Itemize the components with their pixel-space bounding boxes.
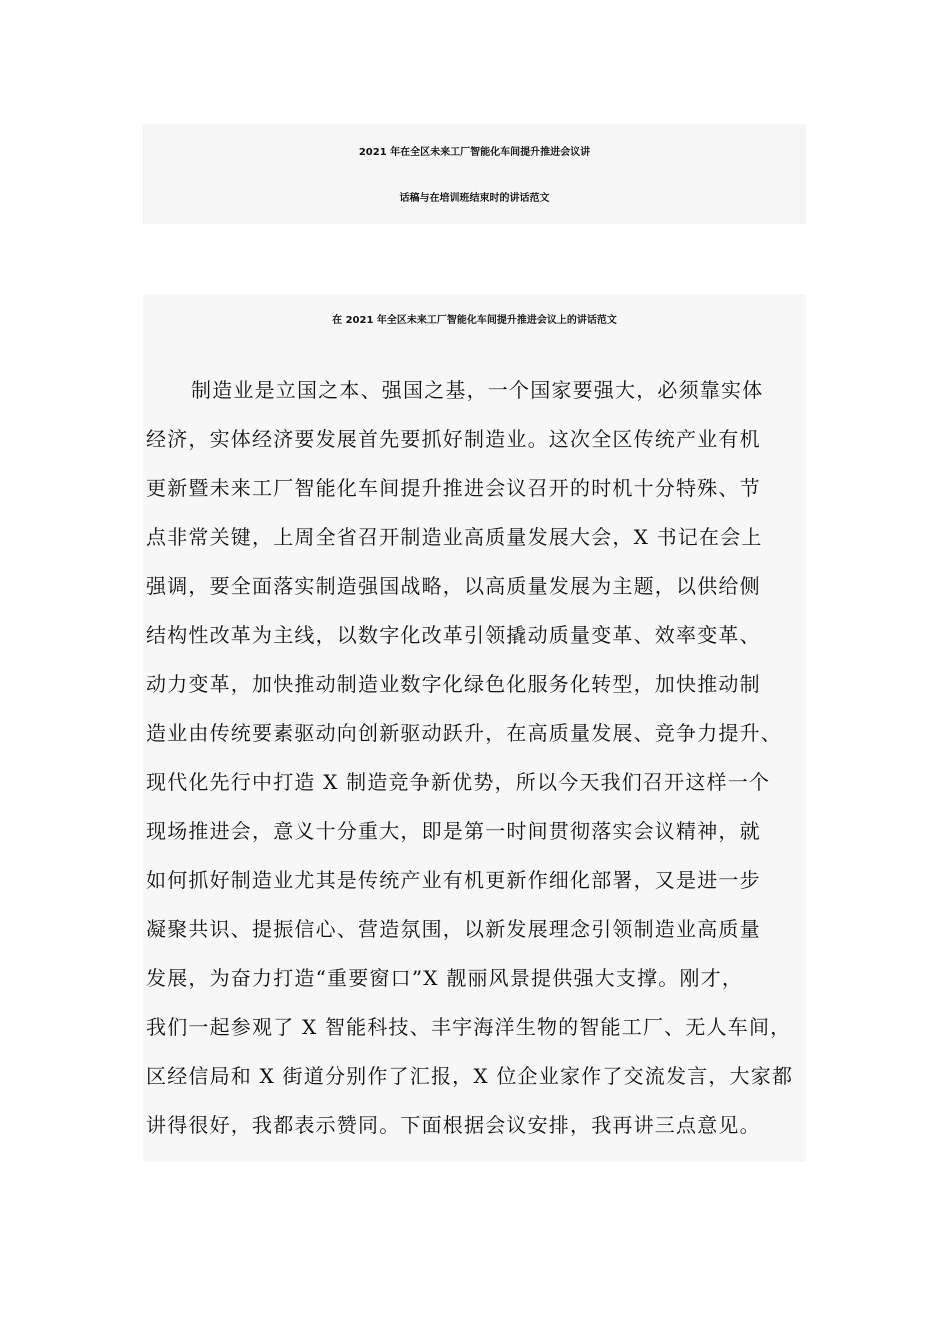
paragraph-line: 凝聚共识、提振信心、营造氛围，以新发展理念引领制造业高质量: [146, 917, 761, 941]
paragraph-line: 经济，实体经济要发展首先要抓好制造业。这次全区传统产业有机: [146, 427, 761, 451]
paragraph-line: 现场推进会，意义十分重大，即是第一时间贯彻落实会议精神，就: [146, 819, 761, 843]
document-title-line-1: 2021 年在全区未来工厂智能化车间提升推进会议讲: [358, 147, 591, 158]
paragraph-line: 区经信局和 X 街道分别作了汇报，X 位企业家作了交流发言，大家都: [146, 1064, 794, 1088]
paragraph-line: 动力变革，加快推动制造业数字化绿色化服务化转型，加快推动制: [146, 672, 761, 696]
document-title-block: [143, 124, 806, 224]
paragraph-line: 强调，要全面落实制造强国战略，以高质量发展为主题，以供给侧: [146, 574, 761, 598]
document-title-line-2: 话稿与在培训班结束时的讲话范文: [399, 193, 550, 204]
paragraph-line: 我们一起参观了 X 智能科技、丰宇海洋生物的智能工厂、无人车间，: [146, 1015, 792, 1039]
paragraph-line: 造业由传统要素驱动向创新驱动跃升，在高质量发展、竞争力提升、: [146, 721, 782, 745]
paragraph-line: 如何抓好制造业尤其是传统产业有机更新作细化部署，又是进一步: [146, 868, 761, 892]
paragraph-line: 更新暨未来工厂智能化车间提升推进会议召开的时机十分特殊、节: [146, 476, 761, 500]
paragraph-line: 现代化先行中打造 X 制造竞争新优势，所以今天我们召开这样一个: [146, 770, 771, 794]
paragraph-line: 发展，为奋力打造“重要窗口”X 靓丽风景提供强大支撑。刚才，: [146, 966, 744, 990]
section-heading: 在 2021 年全区未来工厂智能化车间提升推进会议上的讲话范文: [332, 315, 617, 326]
paragraph-line: 结构性改革为主线，以数字化改革引领撬动质量变革、效率变革、: [146, 623, 761, 647]
paragraph-line: 点非常关键，上周全省召开制造业高质量发展大会，X 书记在会上: [146, 525, 763, 549]
paragraph-line: 讲得很好，我都表示赞同。下面根据会议安排，我再讲三点意见。: [146, 1113, 761, 1137]
paragraph-line: 制造业是立国之本、强国之基，一个国家要强大，必须靠实体: [191, 378, 764, 402]
document-body-block: [143, 294, 806, 1162]
